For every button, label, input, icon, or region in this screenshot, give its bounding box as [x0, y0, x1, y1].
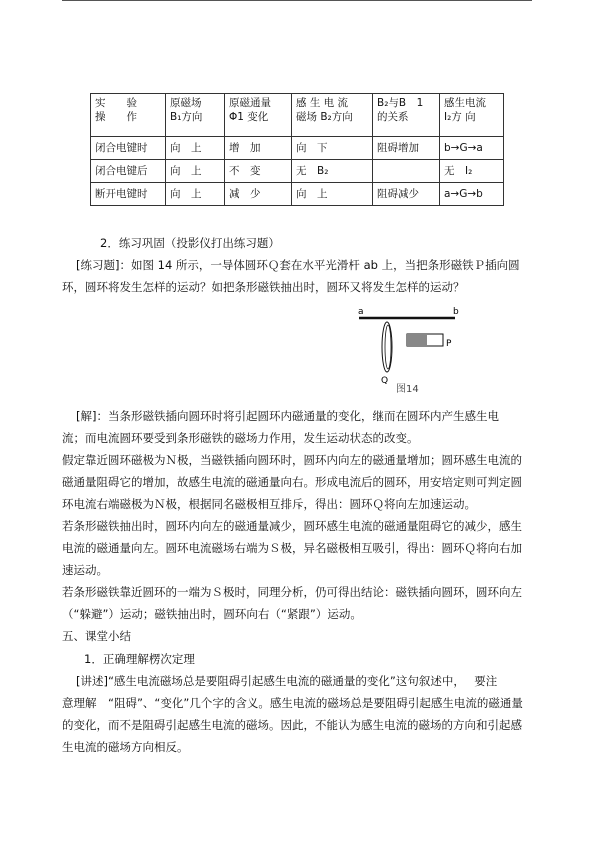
table-header-cell: 感 生 电 流 磁场 B₂方向 [292, 94, 373, 137]
top-rule [62, 0, 532, 1]
table-cell: 断开电键时 [91, 183, 166, 206]
table-cell: 无 I₂ [440, 160, 504, 183]
table-cell: 阻碍减少 [373, 183, 440, 206]
summary-line: 的变化，而不是阻碍引起感生电流的磁场。因此，不能认为感生电流的磁场的方向和引起感 [62, 718, 522, 732]
table-cell: 增 加 [225, 137, 292, 160]
table-cell: 阻碍增加 [373, 137, 440, 160]
table-row [91, 137, 504, 160]
solution-line: 电流的磁通量向左。圆环电流磁场右端为Ｓ极，异名磁极相互吸引，得出：圆环Ｑ将向右加 [62, 541, 522, 555]
experiment-table [90, 93, 504, 206]
table-cell: 闭合电键时 [91, 137, 166, 160]
summary-line: [讲述]“感生电流磁场总是要阻碍引起感生电流的磁通量的变化”这句叙述中， 要注 [76, 674, 498, 688]
table-header-cell: B₂与B 1 的关系 [373, 94, 440, 137]
solution-line: 环电流右端磁极为Ｎ极，根据同名磁极相互排斥，得出：圆环Ｑ将向左加速运动。 [62, 497, 476, 511]
table-cell: 减 少 [225, 183, 292, 206]
table-cell: 无 B₂ [292, 160, 373, 183]
table-header-cell: 感生电流 I₂方 向 [440, 94, 504, 137]
figure-caption: 图14 [396, 384, 419, 395]
solution-line: （“躲避”）运动；磁铁抽出时，圆环向右（“紧跟”）运动。 [62, 607, 362, 621]
solution-line: 假定靠近圆环磁极为Ｎ极，当磁铁插向圆环时，圆环内向左的磁通量增加；圆环感生电流的 [62, 453, 522, 467]
table-header-cell: 实 验 操 作 [91, 94, 166, 137]
solution-line: 磁通量阻碍它的增加，故感生电流的磁通量向右。形成电流后的圆环，用安培定则可判定圆 [62, 475, 522, 489]
label-a: a [358, 307, 364, 317]
label-p: P [446, 339, 452, 349]
solution-line: 流；而电流圆环要受到条形磁铁的磁场力作用，发生运动状态的改变。 [62, 431, 419, 445]
table-cell: b→G→a [440, 137, 504, 160]
table-cell: 向 上 [166, 137, 225, 160]
table-cell [373, 160, 440, 183]
solution-line: 速运动。 [62, 563, 108, 577]
solution-line: 若条形磁铁抽出时，圆环内向左的磁通量减少，圆环感生电流的磁通量阻碍它的减少，感生 [62, 519, 522, 533]
magnet-pole [407, 334, 427, 346]
table-cell: 闭合电键后 [91, 160, 166, 183]
table-cell: 不 变 [225, 160, 292, 183]
section-subheading: 1．正确理解楞次定理 [84, 652, 195, 666]
table-header-cell: 原磁场 B₁方向 [166, 94, 225, 137]
section-heading: 五、课堂小结 [62, 629, 131, 643]
table-header-row [91, 94, 504, 137]
summary-line: 生电流的磁场方向相反。 [62, 740, 189, 754]
table-row [91, 183, 504, 206]
label-b: b [453, 307, 459, 317]
table-cell: 向 上 [292, 183, 373, 206]
table-cell: 向 下 [292, 137, 373, 160]
ring-q-inner [385, 325, 391, 369]
table-cell: 向 上 [166, 183, 225, 206]
exercise-line: [练习题]：如图 14 所示，一导体圆环Ｑ套在水平光滑杆 ab 上，当把条形磁铁Ｐ插向圆 [76, 258, 520, 272]
solution-line: 若条形磁铁靠近圆环的一端为Ｓ极时，同理分析，仍可得出结论：磁铁插向圆环，圆环向左 [62, 585, 522, 599]
table-cell: a→G→b [440, 183, 504, 206]
table-row [91, 160, 504, 183]
summary-line: 意理解 “阻碍”、“变化”几个字的含义。感生电流的磁场总是要阻碍引起感生电流的磁通量 [62, 696, 523, 710]
solution-line: [解]：当条形磁铁插向圆环时将引起圆环内磁通量的变化，继而在圆环内产生感生电 [76, 409, 499, 423]
table-header-cell: 原磁通量 Φ1 变化 [225, 94, 292, 137]
table-cell: 向 上 [166, 160, 225, 183]
ring-q [382, 322, 392, 372]
section-subheading: 2．练习巩固（投影仪打出练习题） [100, 236, 280, 250]
exercise-line: 环，圆环将发生怎样的运动？如把条形磁铁抽出时，圆环又将发生怎样的运动？ [62, 280, 465, 294]
label-q: Q [381, 376, 389, 386]
